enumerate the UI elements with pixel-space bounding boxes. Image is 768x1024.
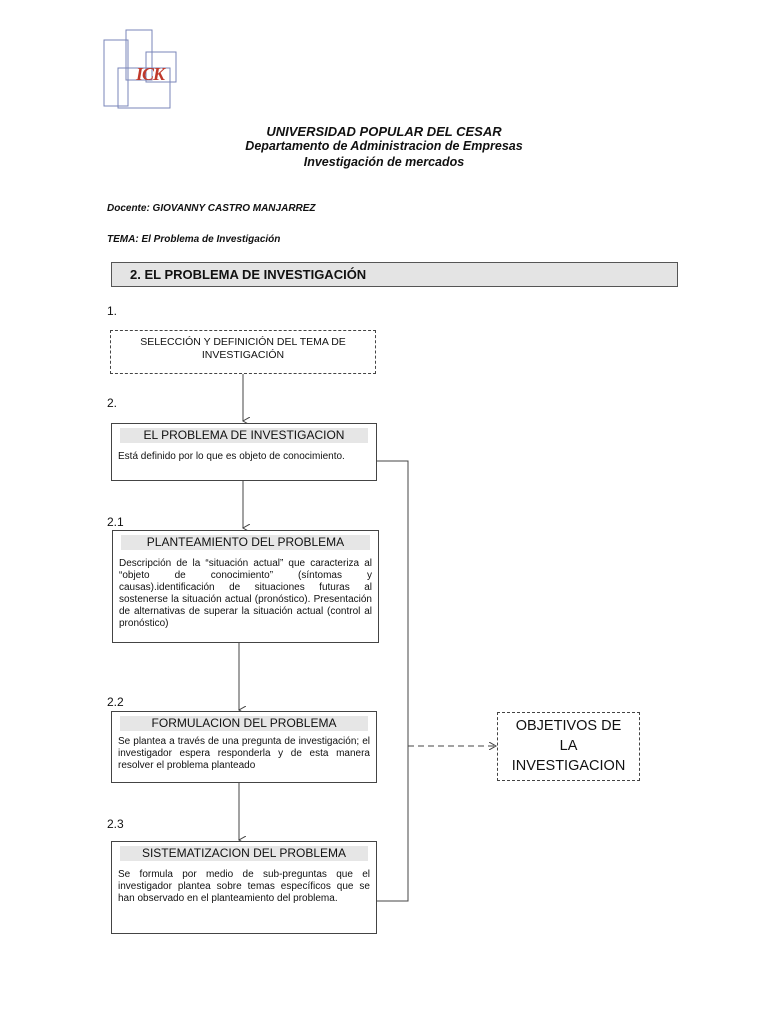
problema-title: EL PROBLEMA DE INVESTIGACION xyxy=(120,428,368,443)
department-name: Departamento de Administracion de Empresas xyxy=(245,139,523,153)
planteamiento-box xyxy=(112,530,379,643)
sistematizacion-title: SISTEMATIZACION DEL PROBLEMA xyxy=(120,846,368,861)
section-title: 2. EL PROBLEMA DE INVESTIGACIÓN xyxy=(111,262,678,287)
problema-box xyxy=(111,423,377,481)
sistematizacion-box xyxy=(111,841,377,934)
planteamiento-body: Descripción de la “situación actual” que caracteriza al “objeto de conocimiento” (síntomas y causas).identificación de situaciones futuras al sostenerse la situación actual (pronóstico). Presentación de alternativas de superar la situación actual (control al pronóstico) xyxy=(119,558,372,629)
sistematizacion-body: Se formula por medio de sub-preguntas que el investigador plantea sobre temas específicos que se han observado en el planteamiento del problema. xyxy=(118,869,370,904)
bracket-right-connector xyxy=(377,461,408,901)
logo-text: ICK xyxy=(136,64,165,84)
seleccion-box xyxy=(110,330,376,374)
planteamiento-title: PLANTEAMIENTO DEL PROBLEMA xyxy=(121,535,370,550)
docente-line: Docente: GIOVANNY CASTRO MANJARREZ xyxy=(107,203,316,214)
problema-body: Está definido por lo que es objeto de conocimiento. xyxy=(118,451,345,462)
objetivos-box xyxy=(497,712,640,781)
step-1-label: 1. xyxy=(107,304,118,318)
objetivos-text: OBJETIVOS DE LA INVESTIGACION xyxy=(511,718,626,774)
formulacion-box xyxy=(111,711,377,783)
formulacion-body: Se plantea a través de una pregunta de investigación; el investigador espera responderla y de esta manera resolver el problema planteado xyxy=(118,736,370,771)
university-name: UNIVERSIDAD POPULAR DEL CESAR xyxy=(266,124,502,139)
step-2-1-label: 2.1 xyxy=(107,515,124,529)
course-name: Investigación de mercados xyxy=(303,155,465,169)
seleccion-text: SELECCIÓN Y DEFINICIÓN DEL TEMA DE INVESTIGACIÓN xyxy=(140,336,346,361)
formulacion-title: FORMULACION DEL PROBLEMA xyxy=(120,716,368,731)
step-2-3-label: 2.3 xyxy=(107,817,124,831)
step-2-2-label: 2.2 xyxy=(107,695,124,709)
step-2-label: 2. xyxy=(107,396,118,410)
tema-line: TEMA: El Problema de Investigación xyxy=(107,234,281,245)
